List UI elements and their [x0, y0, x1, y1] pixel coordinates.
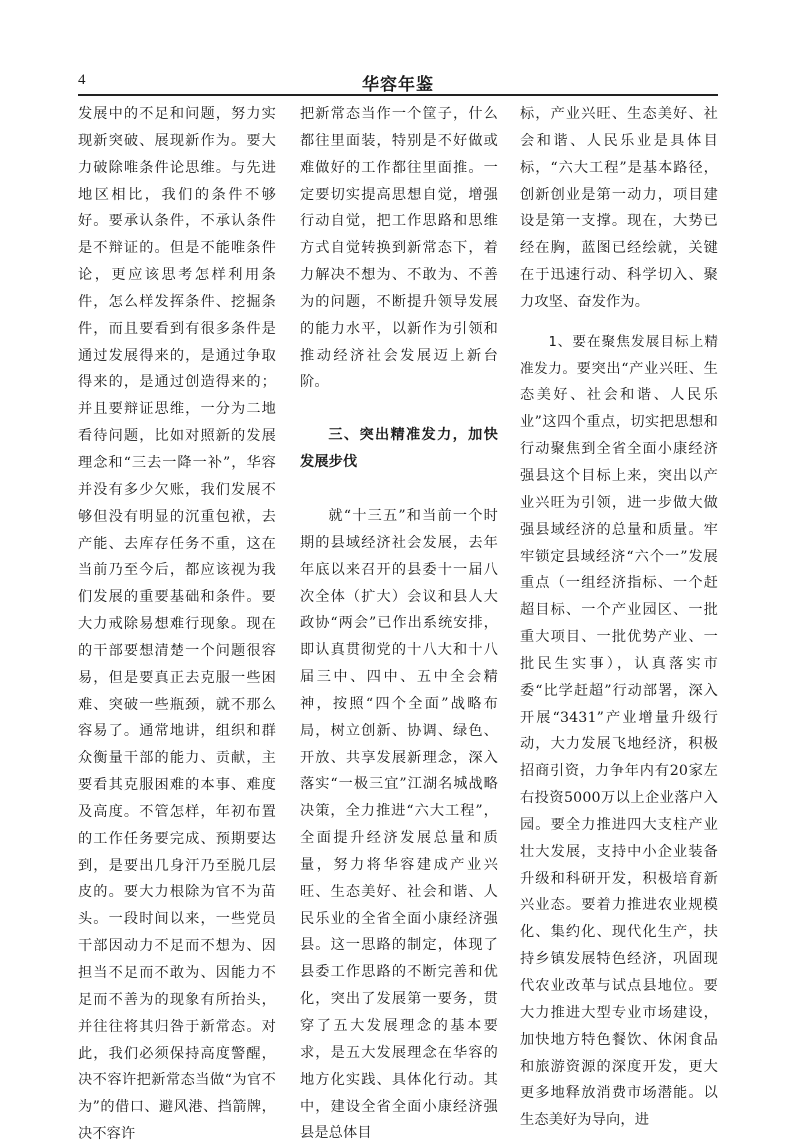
paragraph-with-subheading — [520, 329, 718, 1134]
header-rule — [78, 94, 718, 96]
book-title: 华容年鉴 — [362, 75, 434, 95]
text-column-3 — [520, 101, 718, 1134]
text-column-2 — [300, 101, 498, 1147]
paragraph: 就“十三五”和当前一个时期的县域经济社会发展，去年年底以来召开的县委十一届八次全体（扩大）会议和县人大政协“两会”已作出系统安排，即认真贯彻党的十八大和十八届三中、四中、五中全会精神，按照“四个全面”战略布局，树立创新、协调、绿色、开放、共享发展新理念，深入落实“一极三宜”江湖名城战略决策，全力推进“六大工程”，全面提升经济发展总量和质量，努力将华容建成产业兴旺、生态美好、社会和谐、人民乐业的全省全面小康经济强县。这一思路的制定，体现了县委工作思路的不断完善和优化，突出了发展第一要务，贯穿了五大发展理念的基本要求，是五大发展理念在华容的地方化实践、具体化行动。其中，建设全省全面小康经济强县是总体目 — [300, 507, 498, 1142]
paragraph: 发展中的不足和问题，努力实现新突破、展现新作为。要大力破除唯条件论思维。与先进地区相比，我们的条件不够好。要承认条件，不承认条件是不辩证的。但是不能唯条件论，更应该思考怎样利用条件，怎么样发挥条件、挖掘条件，而且要看到有很多条件是通过发展得来的，是通过争取得来的，是通过创造得来的；并且要辩证思维，一分为二地看待问题，比如对照新的发展理念和“三去一降一补”，华容并没有多少欠账，我们发展不够但没有明显的沉重包袱，去产能、去库存任务不重，这在当前乃至今后，都应该视为我们发展的重要基础和条件。要大力戒除易想难行现象。现在的干部要想清楚一个问题很容易，但是要真正去克服一些困难、突破一些瓶颈，就不那么容易了。通常地讲，组织和群众衡量干部的能力、贡献，主要看其克服困难的本事、难度及高度。不管怎样，年初布置的工作任务要完成、预期要达到，是要出几身汗乃至脱几层皮的。要大力根除为官不为苗头。一段时间以来，一些党员干部因动力不足而不想为、因担当不足而不敢为、因能力不足而不善为的现象有所抬头，并往往将其归咎于新常态。对此，我们必须保持高度警醒，决不容许把新常态当做“为官不为”的借口、避风港、挡箭牌，决不容许 — [78, 106, 276, 1143]
paragraph: 标，产业兴旺、生态美好、社会和谐、人民乐业是具体目标，“六大工程”是基本路径，创新创业是第一动力，项目建设是第一支撑。现在，大势已经在胸，蓝图已经绘就，关键在于迅速行动、科学切入、聚力攻坚、奋发作为。 — [520, 106, 718, 310]
paragraph-body: 要突出“产业兴旺、生态美好、社会和谐、人民乐业”这四个重点，切实把思想和行动聚焦到全省全面小康经济强县这个目标上来，突出以产业兴旺为引领，进一步做大做强县域经济的总量和质量。牢牢锁定县域经济“六个一”发展重点（一组经济指标、一个赶超目标、一个产业园区、一批重大项目、一批优势产业、一批民生实事），认真落实市委“比学赶超”行动部署，深入开展“3431”产业增量升级行动，大力发展飞地经济，积极招商引资，力争年内有20家左右投资5000万以上企业落户入园。要全力推进四大支柱产业壮大发展，支持中小企业装备升级和科研开发，积极培育新兴业态。要着力推进农业规模化、集约化、现代化生产，扶持乡镇发展特色经济，巩固现代农业改革与试点县地位。要大力推进大型专业市场建设，加快地方特色餐饮、休闲食品和旅游资源的深度开发，更大更多地释放消费市场潜能。以生态美好为导向，进 — [520, 360, 719, 1129]
page-header — [78, 70, 718, 95]
text-column-1 — [78, 101, 276, 1148]
page-number: 4 — [78, 72, 86, 88]
sub-heading: 1、要在聚焦发展目标上精准发力。 — [520, 333, 718, 377]
paragraph: 把新常态当作一个筐子，什么都往里面装，特别是不好做或难做好的工作都往里面推。一定要切实提高思想自觉，增强行动自觉，把工作思路和思维方式自觉转换到新常态下，着力解决不想为、不敢为、不善为的问题，不断提升领导发展的能力水平，以新作为引领和推动经济社会发展迈上新台阶。 — [300, 106, 498, 391]
section-heading: 三、突出精准发力，加快发展步伐 — [300, 427, 498, 471]
